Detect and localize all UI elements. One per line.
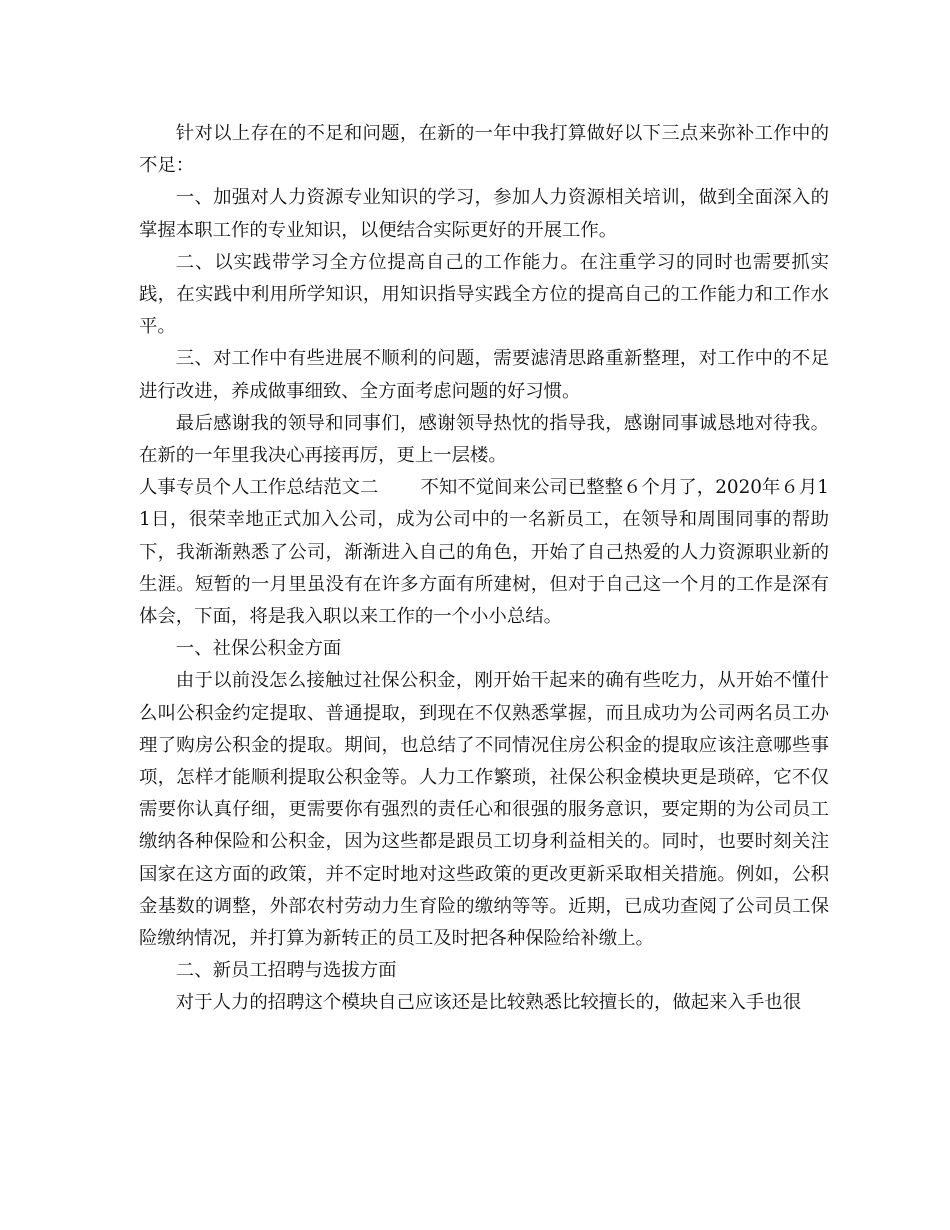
- paragraph-social-security: 由于以前没怎么接触过社保公积金，刚开始干起来的确有些吃力，从开始不懂什么叫公积金约定提取、普通提取，到现在不仅熟悉掌握，而且成功为公司两名员工办理了购房公积金的提取。期间，也总结了不同情况住房公积金的提取应该注意哪些事项，怎样才能顺利提取公积金等。人力工作繁琐，社保公积金模块更是琐碎，它不仅需要你认真仔细，更需要你有强烈的责任心和很强的服务意识，要定期的为公司员工缴纳各种保险和公积金，因为这些都是跟员工切身利益相关的。同时，也要时刻关注国家在这方面的政策，并不定时地对这些政策的更改更新采取相关措施。例如，公积金基数的调整，外部农村劳动力生育险的缴纳等等。近期，已成功查阅了公司员工保险缴纳情况，并打算为新转正的员工及时把各种保险给补缴上。: [139, 670, 829, 950]
- paragraph-point-three: 三、对工作中有些进展不顺利的问题，需要滤清思路重新整理，对工作中的不足进行改进，养成做事细致、全方面考虑问题的好习惯。: [139, 348, 829, 402]
- paragraph-point-two: 二、以实践带学习全方位提高自己的工作能力。在注重学习的同时也需要抓实践，在实践中利用所学知识，用知识指导实践全方位的提高自己的工作能力和工作水平。: [139, 251, 829, 338]
- paragraph-recruitment: 对于人力的招聘这个模块自己应该还是比较熟悉比较擅长的，做起来入手也很: [175, 992, 802, 1014]
- document-body: [139, 118, 829, 1020]
- section-title: 人事专员个人工作总结范文二: [139, 477, 379, 499]
- section-two-paragraph: [139, 472, 829, 633]
- paragraph-shortcomings-intro: 针对以上存在的不足和问题，在新的一年中我打算做好以下三点来弥补工作中的不足：: [139, 123, 829, 177]
- paragraph-thanks: 最后感谢我的领导和同事们，感谢领导热忱的指导我，感谢同事诚恳地对待我。在新的一年里我决心再接再厉，更上一层楼。: [139, 412, 829, 467]
- heading-social-security: 一、社保公积金方面: [175, 638, 342, 660]
- section-intro: 不知不觉间来公司已整整６个月了，2020年６月11日，很荣幸地正式加入公司，成为公司中的一名新员工，在领导和周围同事的帮助下，我渐渐熟悉了公司，渐渐进入自己的角色，开始了自己热爱的人力资源职业新的生涯。短暂的一月里虽没有在许多方面有所建树，但对于自己这一个月的工作是深有体会，下面，将是我入职以来工作的一个小小总结。: [139, 477, 829, 628]
- heading-recruitment: 二、新员工招聘与选拔方面: [175, 960, 397, 982]
- paragraph-point-one: 一、加强对人力资源专业知识的学习，参加人力资源相关培训，做到全面深入的掌握本职工作的专业知识，以便结合实际更好的开展工作。: [139, 187, 829, 241]
